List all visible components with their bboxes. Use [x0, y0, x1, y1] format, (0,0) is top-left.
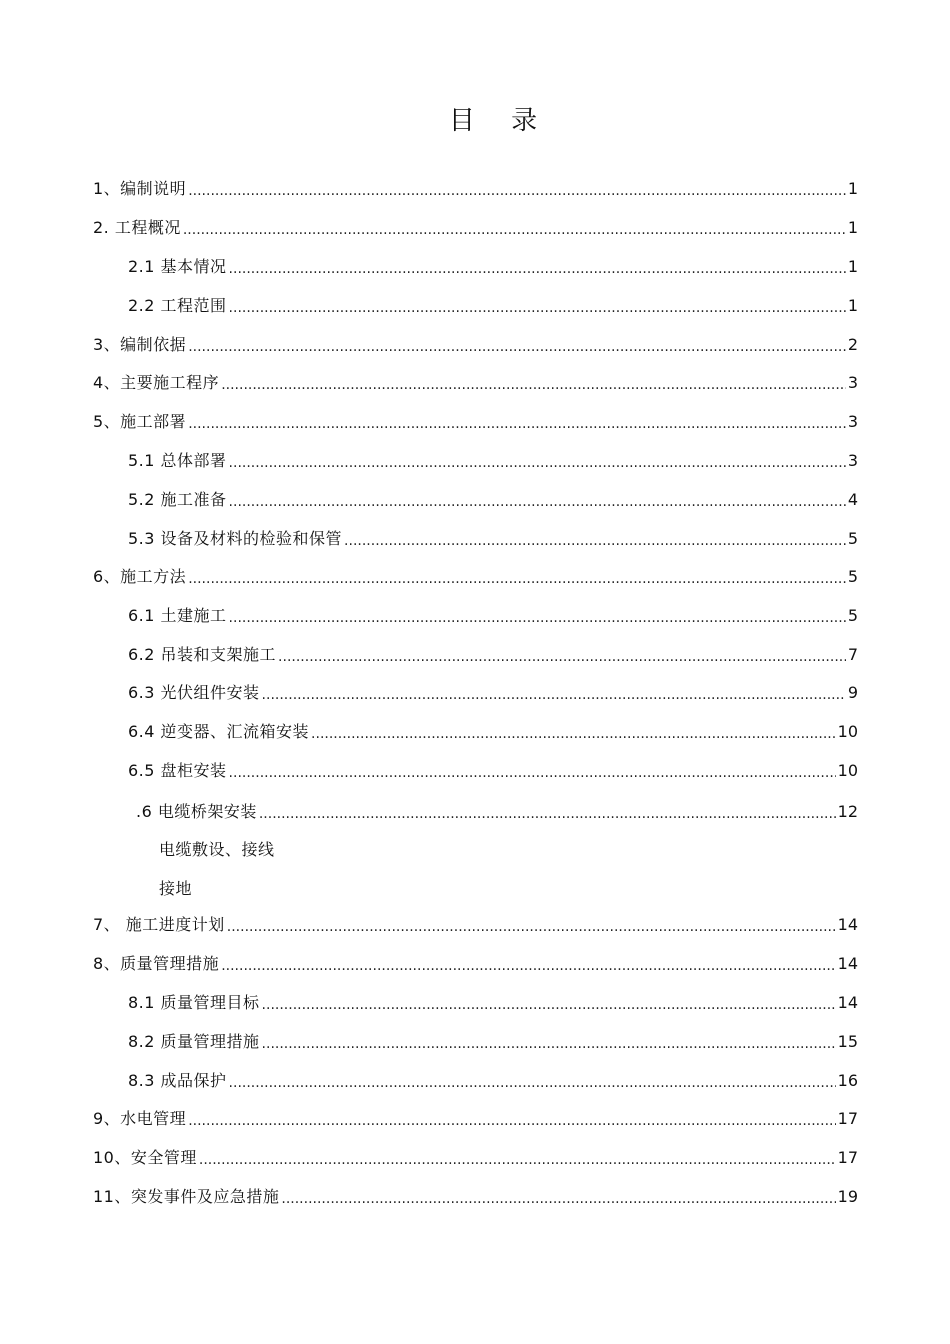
toc-entry-page: 1 [847, 296, 858, 315]
toc-entry-label: 6、施工方法 [93, 567, 187, 586]
toc-entry-label: 1、编制说明 [93, 179, 187, 198]
toc-leader-dots [229, 608, 846, 628]
toc-entry-label: 11、突发事件及应急措施 [93, 1187, 280, 1206]
toc-leader-dots [188, 414, 846, 434]
toc-entry[interactable] [128, 449, 858, 473]
toc-leader-dots [311, 724, 836, 744]
toc-entry-label: 7、 施工进度计划 [93, 915, 225, 934]
toc-entry[interactable] [93, 1107, 858, 1131]
toc-entry[interactable] [93, 216, 858, 240]
toc-leader-dots [229, 1073, 836, 1093]
toc-entry-label: 2.2 工程范围 [128, 296, 227, 315]
toc-entry-label: 6.3 光伏组件安装 [128, 683, 260, 702]
toc-leader-dots [188, 569, 846, 589]
toc-leader-dots [259, 804, 836, 824]
toc-entry-label: 5.2 施工准备 [128, 490, 227, 509]
toc-leader-dots [262, 995, 836, 1015]
toc-entry[interactable] [93, 177, 858, 201]
toc-entry[interactable] [128, 488, 858, 512]
toc-entry-label: .6 电缆桥架安装 [136, 802, 257, 821]
toc-entry-label: 2. 工程概况 [93, 218, 181, 237]
toc-leader-dots [221, 956, 835, 976]
toc-entry-label: 3、编制依据 [93, 335, 187, 354]
toc-leader-dots [188, 181, 846, 201]
toc-entry-label: 5.3 设备及材料的检验和保管 [128, 529, 343, 548]
toc-entry-page: 10 [837, 761, 858, 780]
toc-entry[interactable] [128, 681, 858, 705]
toc-entry[interactable] [136, 800, 858, 824]
toc-entry[interactable] [128, 643, 858, 667]
toc-entry-page: 3 [847, 373, 858, 392]
toc-leader-dots [229, 259, 846, 279]
toc-entry-page: 7 [847, 645, 858, 664]
toc-entry-page: 4 [847, 490, 858, 509]
toc-leader-dots [229, 763, 836, 783]
toc-entry-label: 6.5 盘柜安装 [128, 761, 227, 780]
toc-entry-label[interactable]: 接地 [159, 879, 193, 898]
toc-leader-dots [281, 1189, 835, 1209]
toc-entry[interactable] [128, 527, 858, 551]
toc-entry[interactable] [93, 913, 858, 937]
toc-entry-page: 9 [847, 683, 858, 702]
toc-entry-label: 6.4 逆变器、汇流箱安装 [128, 722, 310, 741]
toc-entry-label: 2.1 基本情况 [128, 257, 227, 276]
toc-entry-page: 3 [847, 412, 858, 431]
toc-entry[interactable] [93, 952, 858, 976]
toc-leader-dots [262, 685, 846, 705]
toc-entry[interactable] [128, 720, 858, 744]
toc-entry-label: 10、安全管理 [93, 1148, 197, 1167]
toc-entry[interactable] [93, 410, 858, 434]
toc-entry-page: 14 [837, 993, 858, 1012]
toc-leader-dots [229, 492, 846, 512]
toc-entry-page: 2 [847, 335, 858, 354]
toc-entry[interactable] [93, 1146, 858, 1170]
toc-leader-dots [262, 1034, 836, 1054]
toc-entry-page: 16 [837, 1071, 858, 1090]
toc-entry-page: 1 [847, 257, 858, 276]
toc-entry-page: 15 [837, 1032, 858, 1051]
toc-entry-page: 5 [847, 606, 858, 625]
toc-entry-label: 6.1 土建施工 [128, 606, 227, 625]
toc-entry-page: 14 [837, 915, 858, 934]
toc-entry-page: 14 [837, 954, 858, 973]
toc-entry-label[interactable]: 电缆敷设、接线 [159, 840, 275, 859]
toc-entry[interactable] [128, 255, 858, 279]
toc-leader-dots [188, 1111, 835, 1131]
document-title: 目 录 [448, 106, 552, 136]
toc-entry-label: 5.1 总体部署 [128, 451, 227, 470]
toc-entry[interactable] [93, 371, 858, 395]
toc-entry-page: 3 [847, 451, 858, 470]
toc-entry-label: 8.2 质量管理措施 [128, 1032, 260, 1051]
toc-entry-label: 6.2 吊装和支架施工 [128, 645, 277, 664]
toc-entry[interactable] [128, 294, 858, 318]
toc-leader-dots [188, 337, 846, 357]
toc-entry-page: 1 [847, 218, 858, 237]
toc-entry[interactable] [128, 1030, 858, 1054]
toc-entry-label: 8.3 成品保护 [128, 1071, 227, 1090]
toc-entry[interactable] [93, 333, 858, 357]
toc-entry-page: 5 [847, 567, 858, 586]
toc-entry-label: 4、主要施工程序 [93, 373, 220, 392]
toc-entry[interactable] [93, 565, 858, 589]
toc-entry-label: 8、质量管理措施 [93, 954, 220, 973]
toc-leader-dots [227, 917, 836, 937]
toc-entry-page: 1 [847, 179, 858, 198]
toc-entry-label: 5、施工部署 [93, 412, 187, 431]
toc-entry-label: 8.1 质量管理目标 [128, 993, 260, 1012]
toc-leader-dots [229, 453, 846, 473]
toc-entry-page: 17 [837, 1148, 858, 1167]
toc-entry-page: 19 [837, 1187, 858, 1206]
toc-entry-page: 5 [847, 529, 858, 548]
toc-leader-dots [199, 1150, 836, 1170]
toc-entry[interactable] [93, 1185, 858, 1209]
toc-leader-dots [229, 298, 846, 318]
toc-entry-label: 9、水电管理 [93, 1109, 187, 1128]
toc-entry[interactable] [128, 1069, 858, 1093]
toc-entry-page: 12 [837, 802, 858, 821]
toc-leader-dots [344, 531, 846, 551]
toc-entry[interactable] [128, 759, 858, 783]
toc-entry-page: 17 [837, 1109, 858, 1128]
toc-leader-dots [221, 375, 846, 395]
toc-leader-dots [183, 220, 846, 240]
toc-entry[interactable] [128, 991, 858, 1015]
toc-entry-page: 10 [837, 722, 858, 741]
toc-leader-dots [278, 647, 846, 667]
toc-entry[interactable] [128, 604, 858, 628]
